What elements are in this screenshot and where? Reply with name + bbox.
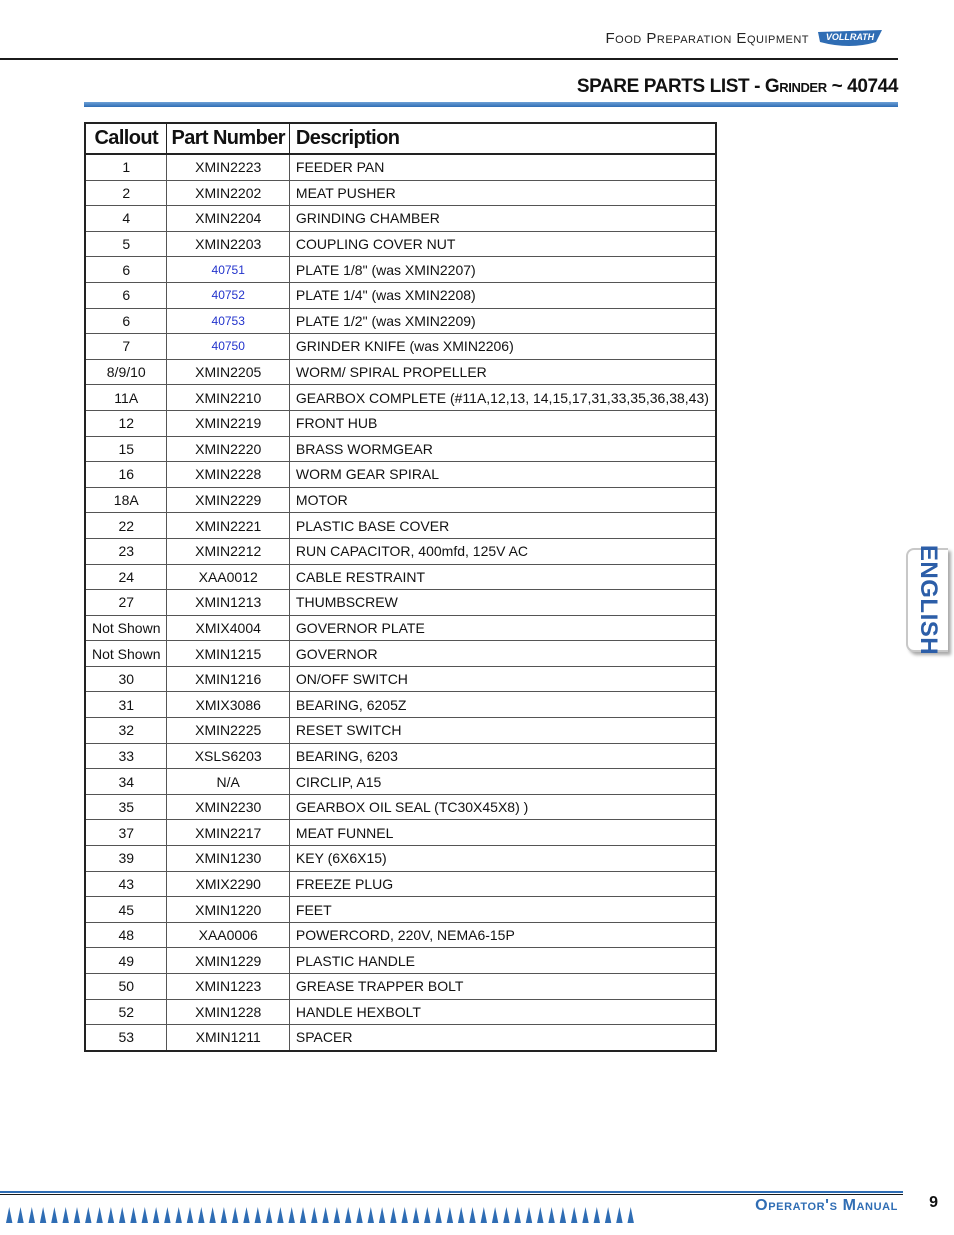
cell-callout: 4 (85, 206, 167, 232)
cell-part-number: XMIN1223 (167, 974, 289, 1000)
cell-callout: 7 (85, 334, 167, 360)
cell-description: FRONT HUB (289, 410, 716, 436)
table-row (85, 692, 716, 718)
table-row (85, 308, 716, 334)
cell-part-number: XMIN2221 (167, 513, 289, 539)
cell-description: PLASTIC HANDLE (289, 948, 716, 974)
cell-callout: 52 (85, 999, 167, 1025)
spare-parts-table (84, 122, 717, 1052)
cell-part-number: XMIN2228 (167, 462, 289, 488)
footer-triangle (492, 1207, 498, 1223)
cell-description: COUPLING COVER NUT (289, 231, 716, 257)
page-number: 9 (929, 1194, 938, 1211)
cell-description: FREEZE PLUG (289, 871, 716, 897)
footer-triangle (356, 1207, 362, 1223)
table-row (85, 385, 716, 411)
footer-triangle (628, 1207, 634, 1223)
section-title-number: ~ 40744 (826, 76, 898, 97)
footer-triangle (571, 1207, 577, 1223)
cell-description: POWERCORD, 220V, NEMA6-15P (289, 922, 716, 948)
cell-description: HANDLE HEXBOLT (289, 999, 716, 1025)
footer-triangle (515, 1207, 521, 1223)
footer-triangle (209, 1207, 215, 1223)
cell-part-number: XMIN2203 (167, 231, 289, 257)
cell-description: SPACER (289, 1025, 716, 1051)
cell-part-number: XMIX2290 (167, 871, 289, 897)
footer-triangle (537, 1207, 543, 1223)
cell-description: GRINDER KNIFE (was XMIN2206) (289, 334, 716, 360)
cell-description: GEARBOX OIL SEAL (TC30X45X8) ) (289, 794, 716, 820)
footer-triangle (503, 1207, 509, 1223)
cell-part-number: XMIN2230 (167, 794, 289, 820)
cell-callout: 12 (85, 410, 167, 436)
cell-part-number: XMIX4004 (167, 615, 289, 641)
table-row (85, 257, 716, 283)
table-row (85, 1025, 716, 1051)
footer-triangle (232, 1207, 238, 1223)
table-row (85, 154, 716, 180)
table-row (85, 948, 716, 974)
cell-description: PLATE 1/8" (was XMIN2207) (289, 257, 716, 283)
footer-triangle (51, 1207, 57, 1223)
footer-triangle-pattern (6, 1205, 646, 1223)
cell-callout: 15 (85, 436, 167, 462)
footer-triangle (153, 1207, 159, 1223)
cell-description: CABLE RESTRAINT (289, 564, 716, 590)
cell-description: PLATE 1/4" (was XMIN2208) (289, 282, 716, 308)
cell-callout: 50 (85, 974, 167, 1000)
footer-triangle (526, 1207, 532, 1223)
cell-callout: Not Shown (85, 641, 167, 667)
footer-triangle (582, 1207, 588, 1223)
cell-description: BEARING, 6205Z (289, 692, 716, 718)
cell-part-number: XMIN2217 (167, 820, 289, 846)
footer-triangle (413, 1207, 419, 1223)
cell-part-number: XMIN1216 (167, 666, 289, 692)
cell-callout: 45 (85, 897, 167, 923)
footer-triangle (6, 1207, 12, 1223)
table-row (85, 820, 716, 846)
cell-description: MEAT PUSHER (289, 180, 716, 206)
cell-description: CIRCLIP, A15 (289, 769, 716, 795)
footer-triangle (345, 1207, 351, 1223)
cell-part-number[interactable]: 40750 (167, 334, 289, 360)
cell-description: KEY (6X6X15) (289, 846, 716, 872)
cell-part-number: XSLS6203 (167, 743, 289, 769)
footer-triangle (379, 1207, 385, 1223)
language-tab-label: ENGLISH (915, 544, 942, 656)
cell-part-number: XMIN2220 (167, 436, 289, 462)
table-row (85, 487, 716, 513)
cell-description: MOTOR (289, 487, 716, 513)
cell-description: RUN CAPACITOR, 400mfd, 125V AC (289, 538, 716, 564)
table-row (85, 231, 716, 257)
logo-text: VOLLRATH (825, 32, 875, 42)
footer-triangle (187, 1207, 193, 1223)
cell-description: WORM GEAR SPIRAL (289, 462, 716, 488)
table-row (85, 974, 716, 1000)
table-row (85, 922, 716, 948)
footer-triangle (40, 1207, 46, 1223)
cell-description: PLASTIC BASE COVER (289, 513, 716, 539)
cell-part-number: XMIN1229 (167, 948, 289, 974)
cell-callout: 22 (85, 513, 167, 539)
cell-callout: 2 (85, 180, 167, 206)
footer-triangle (198, 1207, 204, 1223)
table-header-row (85, 123, 716, 154)
cell-description: BRASS WORMGEAR (289, 436, 716, 462)
cell-part-number: XMIN2219 (167, 410, 289, 436)
cell-description: FEET (289, 897, 716, 923)
cell-description: PLATE 1/2" (was XMIN2209) (289, 308, 716, 334)
table-row (85, 666, 716, 692)
cell-part-number: XMIN2223 (167, 154, 289, 180)
cell-callout: 37 (85, 820, 167, 846)
table-row (85, 282, 716, 308)
cell-part-number: XMIN2210 (167, 385, 289, 411)
cell-callout: 1 (85, 154, 167, 180)
footer-triangle (560, 1207, 566, 1223)
cell-callout: 34 (85, 769, 167, 795)
cell-callout: 23 (85, 538, 167, 564)
table-row (85, 513, 716, 539)
table-row (85, 334, 716, 360)
footer-triangle (594, 1207, 600, 1223)
footer-triangle (85, 1207, 91, 1223)
header-part-number: Part Number (167, 123, 289, 154)
table-row (85, 769, 716, 795)
cell-description: FEEDER PAN (289, 154, 716, 180)
cell-part-number: XMIN1230 (167, 846, 289, 872)
cell-part-number: XMIN2204 (167, 206, 289, 232)
table-row (85, 206, 716, 232)
header-title: Food Preparation Equipment (605, 30, 809, 47)
cell-description: THUMBSCREW (289, 590, 716, 616)
footer-triangle (63, 1207, 69, 1223)
cell-callout: 30 (85, 666, 167, 692)
footer-triangle (402, 1207, 408, 1223)
footer-triangle (17, 1207, 23, 1223)
cell-description: BEARING, 6203 (289, 743, 716, 769)
footer-triangle (108, 1207, 114, 1223)
footer-triangle (616, 1207, 622, 1223)
cell-callout: 24 (85, 564, 167, 590)
cell-description: GREASE TRAPPER BOLT (289, 974, 716, 1000)
table-row (85, 410, 716, 436)
cell-callout: 31 (85, 692, 167, 718)
footer-triangle (605, 1207, 611, 1223)
cell-callout: 48 (85, 922, 167, 948)
table-row (85, 641, 716, 667)
cell-part-number[interactable]: 40751 (167, 257, 289, 283)
cell-description: GOVERNOR PLATE (289, 615, 716, 641)
header-callout: Callout (85, 123, 167, 154)
cell-callout: 16 (85, 462, 167, 488)
cell-callout: 6 (85, 257, 167, 283)
cell-callout: 35 (85, 794, 167, 820)
cell-callout: 33 (85, 743, 167, 769)
footer-triangle (435, 1207, 441, 1223)
footer-manual-title: Operator's Manual (755, 1197, 898, 1214)
cell-description: GOVERNOR (289, 641, 716, 667)
cell-callout: 49 (85, 948, 167, 974)
vollrath-logo (816, 28, 888, 48)
cell-callout: 43 (85, 871, 167, 897)
cell-callout: 11A (85, 385, 167, 411)
table-row (85, 615, 716, 641)
language-tab[interactable] (906, 544, 948, 656)
cell-callout: 6 (85, 308, 167, 334)
cell-part-number: XMIX3086 (167, 692, 289, 718)
cell-callout: 32 (85, 718, 167, 744)
cell-callout: 5 (85, 231, 167, 257)
cell-part-number: XMIN2202 (167, 180, 289, 206)
footer-triangle (322, 1207, 328, 1223)
footer-triangle (221, 1207, 227, 1223)
cell-part-number: XMIN2212 (167, 538, 289, 564)
cell-part-number: XMIN1211 (167, 1025, 289, 1051)
table-row (85, 871, 716, 897)
cell-part-number: XMIN2225 (167, 718, 289, 744)
cell-description: MEAT FUNNEL (289, 820, 716, 846)
footer-triangle (96, 1207, 102, 1223)
table-row (85, 436, 716, 462)
table-row (85, 999, 716, 1025)
table-row (85, 590, 716, 616)
footer-triangle (334, 1207, 340, 1223)
table-row (85, 743, 716, 769)
cell-part-number: XAA0012 (167, 564, 289, 590)
footer-triangle (74, 1207, 80, 1223)
footer-triangle (481, 1207, 487, 1223)
footer-triangle (130, 1207, 136, 1223)
footer-triangle (164, 1207, 170, 1223)
footer-triangle (142, 1207, 148, 1223)
footer-triangle (469, 1207, 475, 1223)
header-rule (0, 58, 898, 60)
footer-triangle (311, 1207, 317, 1223)
table-row (85, 897, 716, 923)
footer-rule-dark (0, 1194, 903, 1195)
cell-description: GRINDING CHAMBER (289, 206, 716, 232)
footer-triangle (548, 1207, 554, 1223)
section-rule (84, 102, 898, 107)
footer-triangle (289, 1207, 295, 1223)
cell-description: ON/OFF SWITCH (289, 666, 716, 692)
cell-part-number[interactable]: 40753 (167, 308, 289, 334)
footer-triangle (447, 1207, 453, 1223)
table-body (85, 154, 716, 1051)
cell-part-number: XMIN1220 (167, 897, 289, 923)
table-row (85, 564, 716, 590)
footer-triangle (119, 1207, 125, 1223)
footer-triangle (243, 1207, 249, 1223)
footer-triangle (277, 1207, 283, 1223)
footer-triangle (29, 1207, 35, 1223)
cell-callout: 39 (85, 846, 167, 872)
cell-part-number: XMIN1228 (167, 999, 289, 1025)
section-title (577, 76, 898, 98)
footer-triangle (424, 1207, 430, 1223)
table-row (85, 462, 716, 488)
cell-part-number: XAA0006 (167, 922, 289, 948)
footer-triangle (390, 1207, 396, 1223)
footer-triangle (458, 1207, 464, 1223)
table-row (85, 718, 716, 744)
cell-callout: 6 (85, 282, 167, 308)
footer-triangle (266, 1207, 272, 1223)
section-title-grinder: Grinder (764, 76, 827, 97)
table-row (85, 794, 716, 820)
cell-part-number[interactable]: 40752 (167, 282, 289, 308)
table-row (85, 538, 716, 564)
footer-triangle (300, 1207, 306, 1223)
table-row (85, 359, 716, 385)
footer-triangle (176, 1207, 182, 1223)
table-row (85, 180, 716, 206)
cell-description: WORM/ SPIRAL PROPELLER (289, 359, 716, 385)
cell-part-number: XMIN2229 (167, 487, 289, 513)
footer-triangle (368, 1207, 374, 1223)
cell-callout: 27 (85, 590, 167, 616)
cell-part-number: N/A (167, 769, 289, 795)
cell-part-number: XMIN1213 (167, 590, 289, 616)
cell-part-number: XMIN2205 (167, 359, 289, 385)
cell-callout: 8/9/10 (85, 359, 167, 385)
cell-callout: 18A (85, 487, 167, 513)
cell-description: RESET SWITCH (289, 718, 716, 744)
cell-callout: Not Shown (85, 615, 167, 641)
header-description: Description (289, 123, 716, 154)
cell-part-number: XMIN1215 (167, 641, 289, 667)
footer-triangle (255, 1207, 261, 1223)
cell-callout: 53 (85, 1025, 167, 1051)
cell-description: GEARBOX COMPLETE (#11A,12,13, 14,15,17,31,33,35,36,38,43) (289, 385, 716, 411)
table-row (85, 846, 716, 872)
footer-rule (0, 1191, 903, 1193)
section-title-main: SPARE PARTS LIST - (576, 76, 765, 97)
